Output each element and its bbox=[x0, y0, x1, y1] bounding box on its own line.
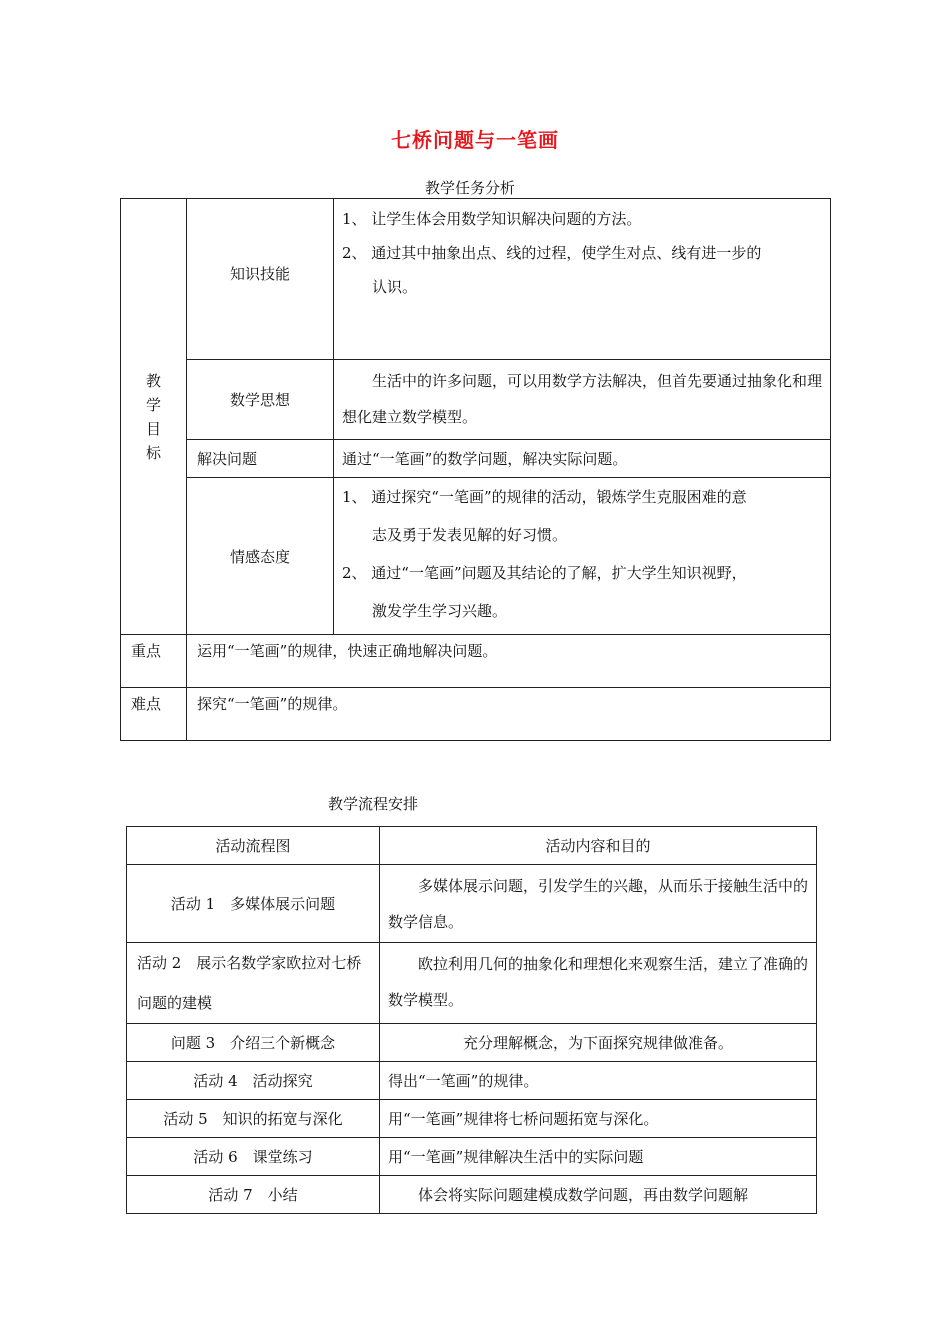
flow-cell: 活动 4 活动探究 bbox=[127, 1062, 380, 1100]
row-label-problem-solving: 解决问题 bbox=[187, 440, 334, 478]
teaching-flow-table bbox=[126, 826, 817, 1214]
row-content-attitude: 1、 通过探究“一笔画”的规律的活动，锻炼学生克服困难的意 志及勇于发表见解的好习惯。 2、 通过“一笔画”问题及其结论的了解，扩大学生知识视野， 激发学生学习兴趣。 bbox=[334, 478, 831, 635]
flow-cell: 活动 5 知识的拓宽与深化 bbox=[127, 1100, 380, 1138]
flow-cell: 活动 2 展示名数学家欧拉对七桥问题的建模 bbox=[127, 943, 380, 1024]
key-point-label: 重点 bbox=[121, 635, 187, 688]
content-cell: 欧拉利用几何的抽象化和理想化来观察生活，建立了准确的数学模型。 bbox=[380, 943, 817, 1024]
row-content-problem-solving: 通过“一笔画”的数学问题，解决实际问题。 bbox=[334, 440, 831, 478]
row-content-knowledge: 1、 让学生体会用数学知识解决问题的方法。 2、 通过其中抽象出点、线的过程，使学生对点、线有进一步的 认识。 bbox=[334, 199, 831, 360]
teaching-flow-caption: 教学流程安排 bbox=[328, 795, 419, 813]
content-cell: 用“一笔画”规律解决生活中的实际问题 bbox=[380, 1138, 817, 1176]
content-cell: 得出“一笔画”的规律。 bbox=[380, 1062, 817, 1100]
content-cell: 充分理解概念，为下面探究规律做准备。 bbox=[380, 1024, 817, 1062]
row-content-math-thinking: 生活中的许多问题，可以用数学方法解决，但首先要通过抽象化和理想化建立数学模型。 bbox=[334, 360, 831, 440]
flow-cell: 活动 7 小结 bbox=[127, 1176, 380, 1214]
row-label-math-thinking: 数学思想 bbox=[187, 360, 334, 440]
header-content: 活动内容和目的 bbox=[380, 827, 817, 865]
flow-cell: 问题 3 介绍三个新概念 bbox=[127, 1024, 380, 1062]
key-point-content: 运用“一笔画”的规律，快速正确地解决问题。 bbox=[187, 635, 831, 688]
content-cell: 体会将实际问题建模成数学问题，再由数学问题解 bbox=[380, 1176, 817, 1214]
row-label-knowledge: 知识技能 bbox=[187, 199, 334, 360]
flow-cell: 活动 6 课堂练习 bbox=[127, 1138, 380, 1176]
difficulty-label: 难点 bbox=[121, 688, 187, 741]
header-flow: 活动流程图 bbox=[127, 827, 380, 865]
content-cell: 多媒体展示问题，引发学生的兴趣，从而乐于接触生活中的数学信息。 bbox=[380, 865, 817, 943]
page-title: 七桥问题与一笔画 bbox=[391, 128, 559, 152]
content-cell: 用“一笔画”规律将七桥问题拓宽与深化。 bbox=[380, 1100, 817, 1138]
row-label-attitude: 情感态度 bbox=[187, 478, 334, 635]
teaching-goal-label: 教 学 目 标 bbox=[121, 199, 187, 635]
task-analysis-table bbox=[120, 198, 831, 741]
task-analysis-caption: 教学任务分析 bbox=[425, 179, 516, 197]
flow-cell: 活动 1 多媒体展示问题 bbox=[127, 865, 380, 943]
difficulty-content: 探究“一笔画”的规律。 bbox=[187, 688, 831, 741]
